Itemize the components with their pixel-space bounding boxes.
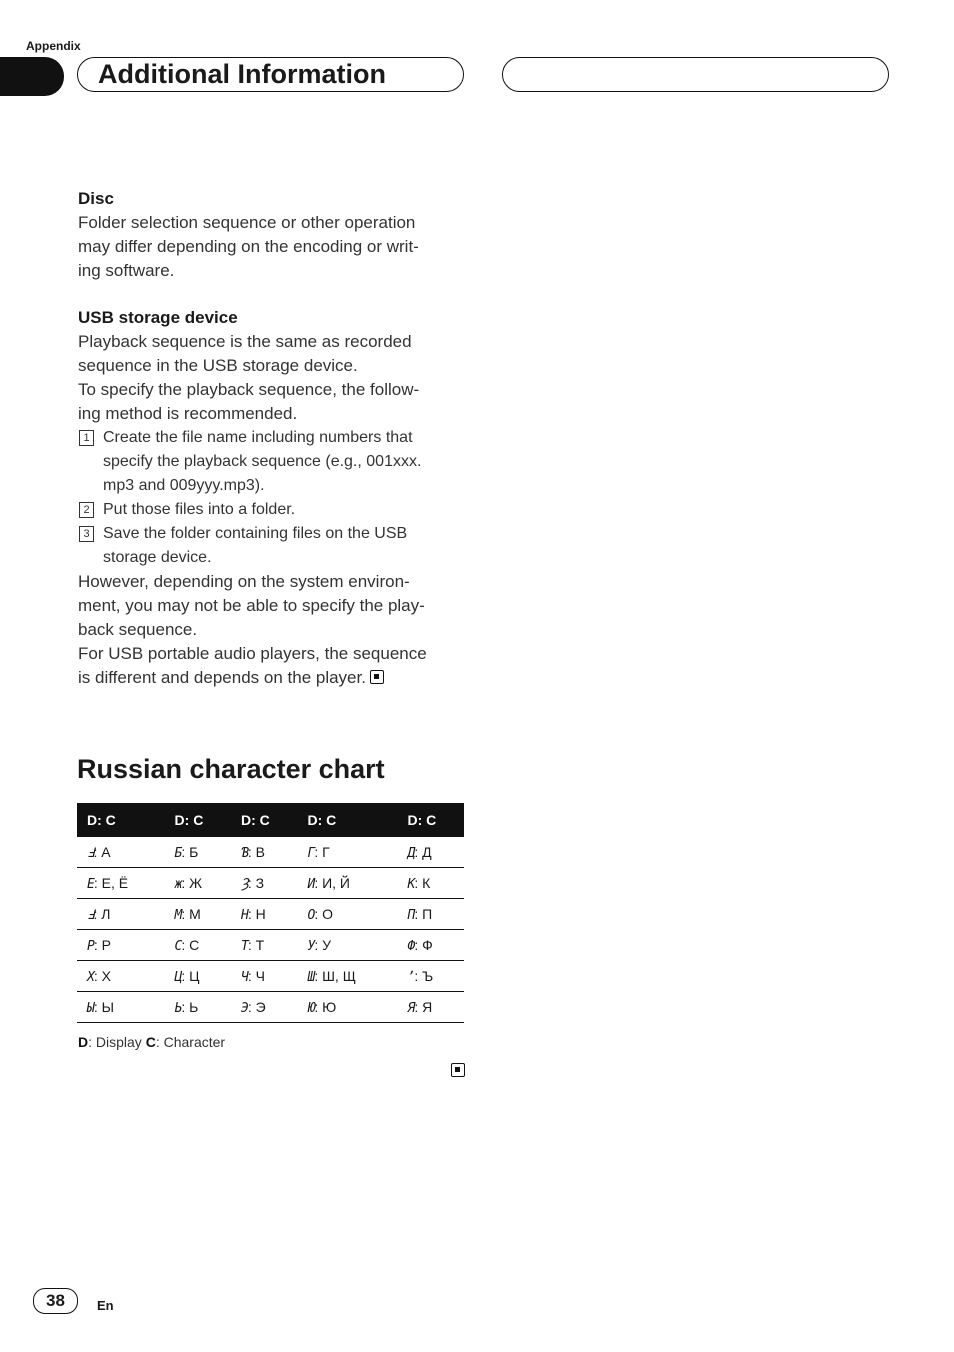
display-glyph: У: [307, 938, 315, 954]
separator: :: [314, 998, 323, 1015]
separator: :: [93, 843, 102, 860]
display-glyph: Ф: [407, 938, 415, 954]
character-value: Ш, Щ: [322, 967, 356, 984]
separator: :: [93, 998, 102, 1015]
display-glyph: Б: [174, 845, 182, 861]
table-cell: [297, 899, 397, 930]
display-glyph: Д: [407, 845, 415, 861]
separator: :: [414, 936, 423, 953]
table-legend: [78, 1034, 225, 1050]
table-cell: [398, 868, 465, 899]
table-cell: [398, 992, 465, 1023]
display-glyph: Ȝ: [241, 876, 248, 892]
table-cell: [165, 837, 231, 868]
table-cell: [77, 837, 165, 868]
table-cell: [165, 961, 231, 992]
display-glyph: Ⅎ: [87, 845, 94, 861]
table-cell: [165, 992, 231, 1023]
page-title: Additional Information: [98, 59, 386, 89]
separator: :: [414, 998, 423, 1015]
separator: :: [181, 967, 190, 984]
character-value: В: [255, 843, 265, 860]
separator: :: [93, 874, 102, 891]
usb-outro-line: However, depending on the system environ-: [78, 572, 410, 591]
character-value: И, Й: [322, 874, 350, 891]
separator: :: [181, 936, 190, 953]
table-cell: [165, 868, 231, 899]
table-cell: [231, 899, 297, 930]
usb-outro-line: ment, you may not be able to specify the play-: [78, 596, 425, 615]
display-glyph: Ⅎ: [87, 907, 94, 923]
column-header: D: C: [297, 803, 397, 837]
separator: :: [247, 874, 256, 891]
table-cell: [398, 899, 465, 930]
header-empty-box: [502, 57, 889, 92]
table-cell: [231, 930, 297, 961]
separator: :: [314, 936, 323, 953]
table-cell: [165, 930, 231, 961]
character-value: Е, Ё: [101, 874, 129, 891]
character-value: О: [322, 905, 333, 922]
table-row: [77, 961, 464, 992]
disc-section: [78, 187, 463, 283]
display-glyph: Ε: [87, 876, 94, 892]
character-value: С: [189, 936, 200, 953]
display-glyph: ʼ: [407, 969, 415, 985]
separator: :: [414, 967, 423, 984]
separator: :: [181, 843, 190, 860]
character-value: Ф: [422, 936, 433, 953]
usb-intro-line: sequence in the USB storage device.: [78, 356, 358, 375]
display-glyph: И: [307, 876, 315, 892]
usb-intro-line: ing method is recommended.: [78, 404, 298, 423]
display-glyph: Р: [87, 938, 94, 954]
display-glyph: Ш: [307, 969, 315, 985]
character-value: А: [101, 843, 111, 860]
russian-character-table: [77, 803, 464, 1023]
table-cell: [297, 868, 397, 899]
step-1: [78, 426, 463, 498]
separator: :: [93, 967, 102, 984]
step-number: 1: [79, 430, 94, 446]
separator: :: [314, 905, 323, 922]
end-mark-icon: [370, 670, 384, 684]
step-line: Save the folder containing files on the USB: [103, 525, 408, 542]
character-value: Ъ: [422, 967, 434, 984]
display-glyph: Ɓ: [241, 845, 248, 861]
table-row: [77, 837, 464, 868]
header-title-box: [77, 57, 464, 92]
table-cell: [77, 868, 165, 899]
legend-c-key: C: [145, 1034, 156, 1050]
table-row: [77, 992, 464, 1023]
separator: :: [93, 905, 102, 922]
character-value: К: [422, 874, 431, 891]
display-glyph: Ю: [307, 1000, 315, 1016]
step-3: [78, 522, 463, 570]
separator: :: [247, 843, 256, 860]
table-cell: [398, 837, 465, 868]
usb-intro-line: To specify the playback sequence, the follow-: [78, 380, 420, 399]
usb-heading: USB storage device: [78, 308, 238, 327]
character-value: Г: [322, 843, 330, 860]
character-value: Э: [255, 998, 266, 1015]
character-value: Ж: [189, 874, 203, 891]
column-header: D: C: [398, 803, 465, 837]
character-value: З: [255, 874, 265, 891]
separator: :: [247, 936, 256, 953]
display-glyph: Г: [307, 845, 315, 861]
character-value: Б: [189, 843, 199, 860]
table-body: [77, 837, 464, 1023]
separator: :: [247, 998, 256, 1015]
table-cell: [231, 837, 297, 868]
step-number: 3: [79, 526, 94, 542]
usb-intro-line: Playback sequence is the same as recorded: [78, 332, 412, 351]
table-cell: [297, 930, 397, 961]
step-2: [78, 498, 463, 522]
page-number: 38: [33, 1288, 78, 1314]
column-header: D: C: [231, 803, 297, 837]
display-glyph: Я: [407, 1000, 415, 1016]
usb-outro-line: back sequence.: [78, 620, 198, 639]
table-header-row: [77, 803, 464, 837]
table-row: [77, 930, 464, 961]
disc-heading: Disc: [78, 189, 114, 208]
table-cell: [398, 961, 465, 992]
character-value: Ы: [101, 998, 115, 1015]
chart-section-title: Russian character chart: [77, 754, 385, 784]
character-value: Н: [255, 905, 266, 922]
character-value: У: [322, 936, 331, 953]
display-glyph: О: [307, 907, 315, 923]
table-cell: [297, 992, 397, 1023]
character-value: Л: [101, 905, 111, 922]
display-glyph: Ч: [241, 969, 248, 985]
display-glyph: Ы: [87, 1000, 94, 1016]
separator: :: [314, 874, 323, 891]
character-value: Т: [255, 936, 265, 953]
separator: :: [247, 905, 256, 922]
table-cell: [297, 961, 397, 992]
character-value: П: [422, 905, 433, 922]
appendix-label: Appendix: [26, 39, 81, 53]
character-value: Ц: [189, 967, 200, 984]
table-cell: [297, 837, 397, 868]
separator: :: [414, 905, 423, 922]
disc-line: ing software.: [78, 261, 175, 280]
usb-section: [78, 306, 463, 690]
display-glyph: С: [174, 938, 182, 954]
table-cell: [77, 961, 165, 992]
display-glyph: ж: [174, 876, 182, 892]
usb-outro-line: For USB portable audio players, the sequence: [78, 644, 427, 663]
legend-c-text: : Character: [155, 1034, 226, 1050]
table-cell: [77, 899, 165, 930]
step-line: Put those files into a folder.: [103, 501, 296, 518]
legend-d-key: D: [78, 1034, 89, 1050]
step-line: specify the playback sequence (e.g., 001xxx.: [103, 453, 422, 470]
separator: :: [93, 936, 102, 953]
disc-line: may differ depending on the encoding or writ-: [78, 237, 419, 256]
table-cell: [165, 899, 231, 930]
display-glyph: Э: [241, 1000, 248, 1016]
table-cell: [231, 961, 297, 992]
table-cell: [398, 930, 465, 961]
character-value: Я: [422, 998, 433, 1015]
column-header: D: C: [77, 803, 165, 837]
separator: :: [181, 998, 190, 1015]
separator: :: [181, 905, 190, 922]
section-tab-marker: [0, 57, 64, 96]
display-glyph: К: [407, 876, 415, 892]
character-value: Ю: [322, 998, 337, 1015]
end-mark-icon: [451, 1063, 465, 1077]
language-label: En: [97, 1298, 114, 1313]
table-cell: [231, 992, 297, 1023]
table-row: [77, 899, 464, 930]
column-header: D: C: [165, 803, 231, 837]
character-value: М: [189, 905, 201, 922]
display-glyph: П: [407, 907, 415, 923]
separator: :: [414, 874, 423, 891]
table-cell: [77, 930, 165, 961]
display-glyph: Х: [87, 969, 94, 985]
character-value: Ч: [255, 967, 265, 984]
character-value: Р: [101, 936, 111, 953]
usb-outro-line: [78, 666, 463, 690]
separator: :: [181, 874, 190, 891]
display-glyph: Н: [241, 907, 248, 923]
table-cell: [77, 992, 165, 1023]
table-cell: [231, 868, 297, 899]
step-line: storage device.: [103, 549, 212, 566]
display-glyph: М: [174, 907, 182, 923]
step-line: mp3 and 009yyy.mp3).: [103, 477, 265, 494]
disc-line: Folder selection sequence or other operation: [78, 213, 416, 232]
separator: :: [247, 967, 256, 984]
display-glyph: Т: [241, 938, 248, 954]
legend-d-text: : Display: [88, 1034, 146, 1050]
separator: :: [314, 967, 323, 984]
separator: :: [414, 843, 423, 860]
character-value: Ь: [189, 998, 199, 1015]
display-glyph: Ц: [174, 969, 182, 985]
character-value: Х: [101, 967, 111, 984]
usb-outro-last-text: is different and depends on the player.: [78, 668, 366, 687]
table-row: [77, 868, 464, 899]
character-value: Д: [422, 843, 432, 860]
step-line: Create the file name including numbers that: [103, 429, 413, 446]
display-glyph: Ь: [174, 1000, 182, 1016]
separator: :: [314, 843, 323, 860]
step-number: 2: [79, 502, 94, 518]
